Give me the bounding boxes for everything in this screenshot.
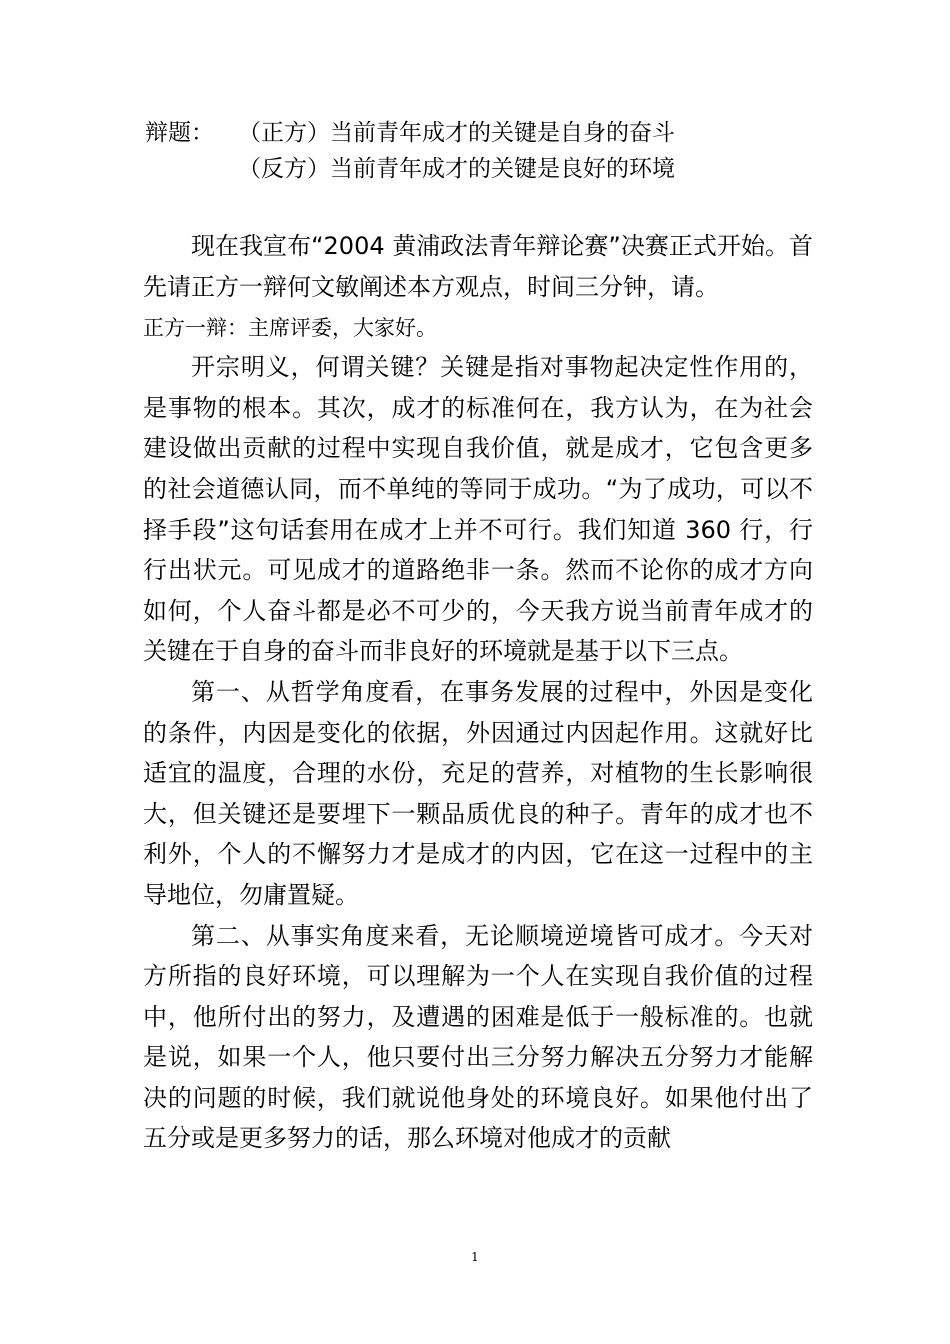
opening-paragraph: 现在我宣布“2004 黄浦政法青年辩论赛”决赛正式开始。首先请正方一辩何文敏阐述本方观点，时间三分钟，请。 bbox=[143, 232, 813, 301]
body-paragraph-3: 第二、从事实角度来看，无论顺境逆境皆可成才。今天对方所指的良好环境，可以理解为一个人在实现自我价值的过程中，他所付出的努力，及遭遇的困难是低于一般标准的。也就是说，如果一个人，他只要付出三分努力解决五分努力才能解决的问题的时候，我们就说他身处的环境良好。如果他付出了五分或是更多努力的话，那么环境对他成才的贡献 bbox=[143, 921, 813, 1153]
topic-negative: （反方）当前青年成才的关键是良好的环境 bbox=[238, 156, 675, 182]
body-paragraph-1: 开宗明义，何谓关键？关键是指对事物起决定性作用的，是事物的根本。其次，成才的标准何在，我方认为，在为社会建设做出贡献的过程中实现自我价值，就是成才，它包含更多的社会道德认同，而不单纯的等同于成功。“为了成功，可以不择手段”这句话套用在成才上并不可行。我们知道 360 行，行行出状元。可见成才的道路绝非一条。然而不论你的成才方向如何，个人奋斗都是必不可少的，今天我方说当前青年成才的关键在于自身的奋斗而非良好的环境就是基于以下三点。 bbox=[143, 353, 813, 666]
topic-negative-row bbox=[145, 151, 675, 187]
document-body bbox=[143, 226, 813, 1159]
debate-topic bbox=[145, 115, 675, 187]
topic-affirmative-row bbox=[145, 115, 675, 151]
topic-affirmative: （正方）当前青年成才的关键是自身的奋斗 bbox=[238, 120, 675, 146]
body-paragraph-2: 第一、从哲学角度看，在事务发展的过程中，外因是变化的条件，内因是变化的依据，外因通过内因起作用。这就好比适宜的温度，合理的水份，充足的营养，对植物的生长影响很大，但关键还是要埋下一颗品质优良的种子。青年的成才也不利外，个人的不懈努力才是成才的内因，它在这一过程中的主导地位，勿庸置疑。 bbox=[143, 677, 813, 909]
topic-label: 辩题： bbox=[145, 120, 214, 146]
speaker-line: 正方一辩：主席评委，大家好。 bbox=[143, 316, 437, 341]
page-number: 1 bbox=[471, 1250, 479, 1264]
